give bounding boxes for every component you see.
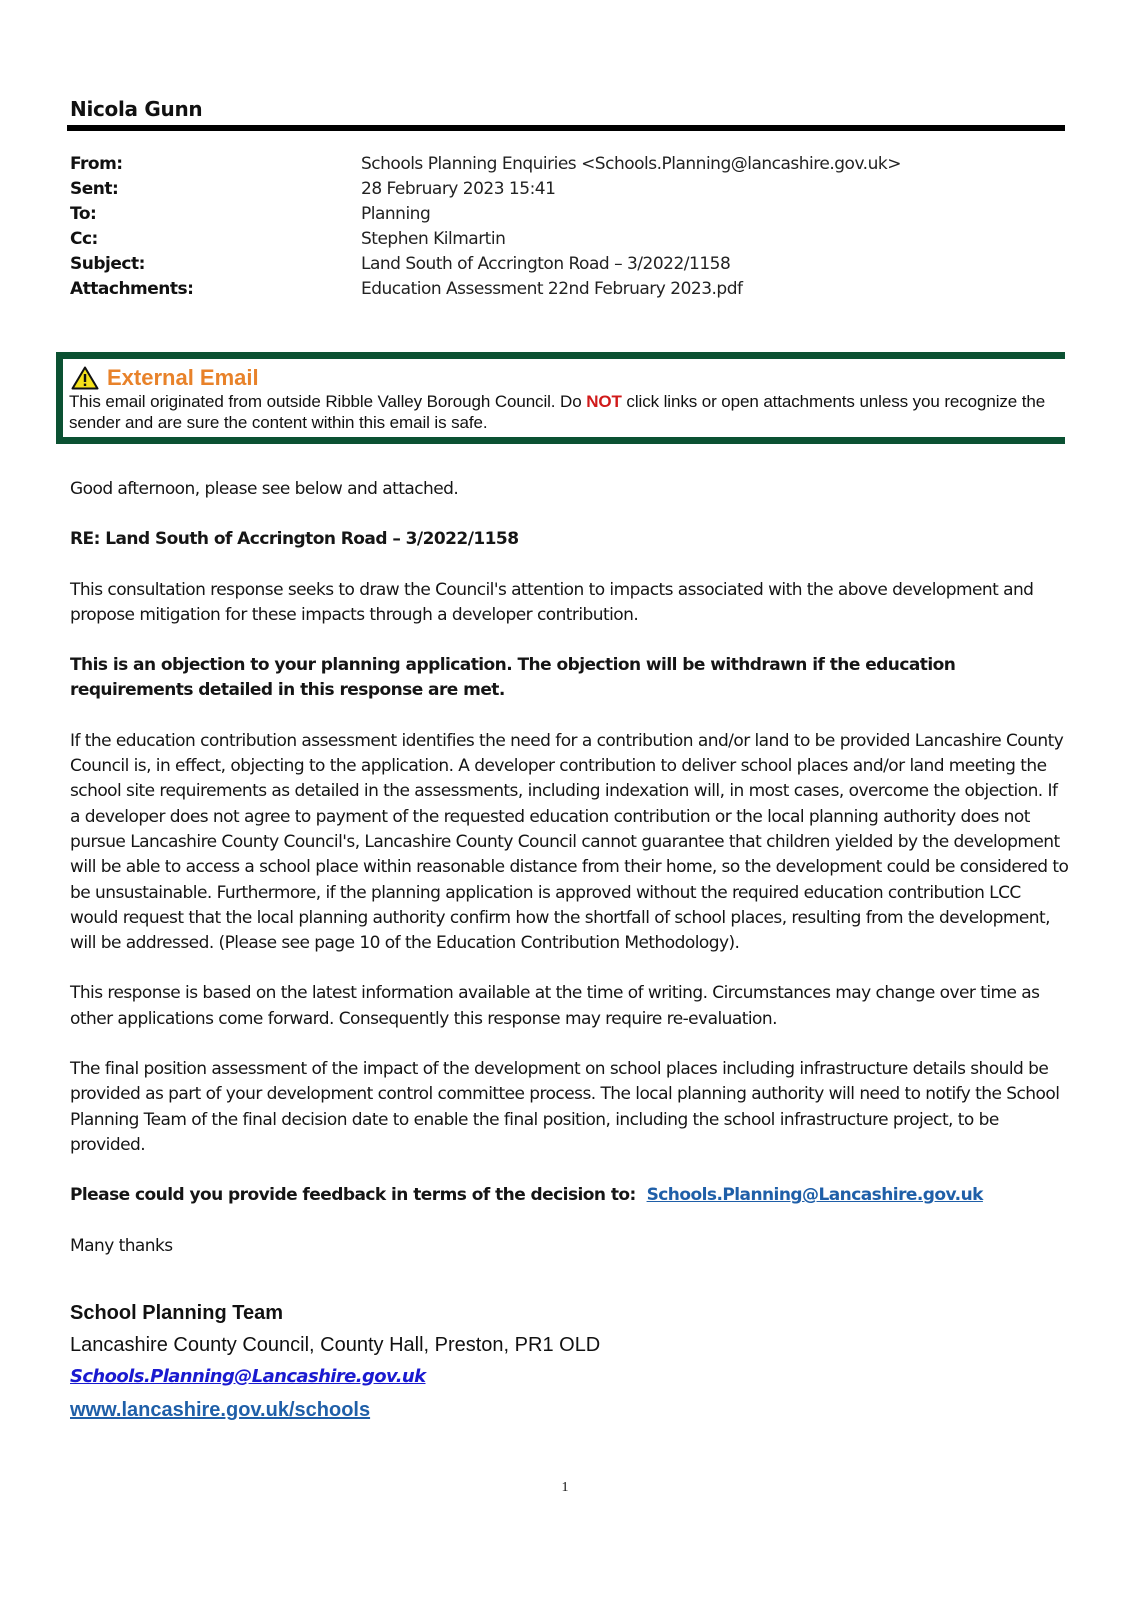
from-label: From: bbox=[70, 154, 123, 174]
cc-label: Cc: bbox=[70, 229, 98, 249]
re-line: RE: Land South of Accrington Road – 3/2022/1158 bbox=[70, 529, 519, 550]
paragraph-final-position: The final position assessment of the impact of the development on school places including infrastructure details should be provided as part of your development control committee process. The local planning authority will need to notify the School Planning Team of the final decision date to enable the final position, including the school infrastructure project, to be provided. bbox=[70, 1059, 1060, 1155]
attachments-label: Attachments: bbox=[70, 279, 194, 299]
header-row-subject bbox=[70, 252, 1050, 277]
external-email-title: External Email bbox=[107, 365, 259, 390]
signature-block bbox=[70, 1297, 600, 1427]
signature-email-link[interactable]: Schools.Planning@Lancashire.gov.uk bbox=[70, 1366, 426, 1387]
header-row-cc bbox=[70, 227, 1050, 252]
header-row-to bbox=[70, 202, 1050, 227]
warning-text-part: This email originated from outside Ribble Valley Borough Council. Do bbox=[69, 392, 587, 411]
mailbox-owner-name: Nicola Gunn bbox=[70, 97, 203, 121]
subject-label: Subject: bbox=[70, 254, 145, 274]
closing: Many thanks bbox=[70, 1235, 173, 1256]
attachment-file[interactable]: Education Assessment 22nd February 2023.pdf bbox=[361, 279, 743, 299]
header-row-attachments bbox=[70, 277, 1050, 302]
from-value: Schools Planning Enquiries <Schools.Planning@lancashire.gov.uk> bbox=[361, 154, 901, 174]
external-email-warning-text bbox=[69, 391, 1065, 433]
page-number: 1 bbox=[561, 1480, 569, 1495]
feedback-request bbox=[70, 1183, 1070, 1208]
paragraph-assessment: If the education contribution assessment identifies the need for a contribution and/or land to be provided Lancashire County Council is, in effect, objecting to the application. A developer contribution to deliver school places and/or land meeting the school site requirements as detailed in the assessments, including indexation will, in most cases, overcome the objection. If a developer does not agree to payment of the requested education contribution or the local planning authority does not pursue Lancashire County Council's, Lancashire County Council cannot guarantee that children yielded by the development will be able to access a school place within reasonable distance from their home, so the development could be considered to be unsustainable. Furthermore, if the planning application is approved without the required education contribution LCC would request that the local planning authority confirm how the shortfall of school places, resulting from the development, will be addressed. (Please see page 10 of the Education Contribution Methodology). bbox=[70, 730, 1069, 954]
email-body bbox=[70, 477, 1070, 1284]
paragraph-objection: This is an objection to your planning application. The objection will be withdrawn if the education requirements detailed in this response are met. bbox=[70, 655, 956, 701]
to-value: Planning bbox=[361, 204, 431, 224]
to-label: To: bbox=[70, 204, 97, 224]
email-header-block bbox=[70, 152, 1050, 302]
warning-text-part: click links or open attachments unless you recognize the sender and are sure the content within this email is safe. bbox=[69, 392, 1046, 432]
feedback-label: Please could you provide feedback in terms of the decision to: bbox=[70, 1185, 636, 1206]
sent-label: Sent: bbox=[70, 179, 119, 199]
feedback-email-link[interactable]: Schools.Planning@Lancashire.gov.uk bbox=[646, 1185, 983, 1206]
warning-triangle-icon bbox=[71, 366, 99, 390]
paragraph-response: This response is based on the latest information available at the time of writing. Circumstances may change over time as other applications come forward. Consequently this response may require re-evaluation. bbox=[70, 983, 1040, 1029]
signature-team: School Planning Team bbox=[70, 1302, 283, 1324]
header-divider bbox=[67, 125, 1065, 131]
paragraph-consultation: This consultation response seeks to draw the Council's attention to impacts associated with the above development and propose mitigation for these impacts through a developer contribution. bbox=[70, 579, 1034, 625]
greeting: Good afternoon, please see below and attached. bbox=[70, 479, 459, 499]
cc-value: Stephen Kilmartin bbox=[361, 229, 506, 249]
sent-value: 28 February 2023 15:41 bbox=[361, 179, 556, 199]
external-email-banner bbox=[56, 352, 1065, 444]
warning-emphasis: NOT bbox=[586, 392, 622, 411]
signature-website-link[interactable]: www.lancashire.gov.uk/schools bbox=[70, 1399, 371, 1421]
subject-value: Land South of Accrington Road – 3/2022/1158 bbox=[361, 254, 731, 274]
header-row-from bbox=[70, 152, 1050, 177]
signature-address: Lancashire County Council, County Hall, Preston, PR1 OLD bbox=[70, 1334, 601, 1356]
header-row-sent bbox=[70, 177, 1050, 202]
